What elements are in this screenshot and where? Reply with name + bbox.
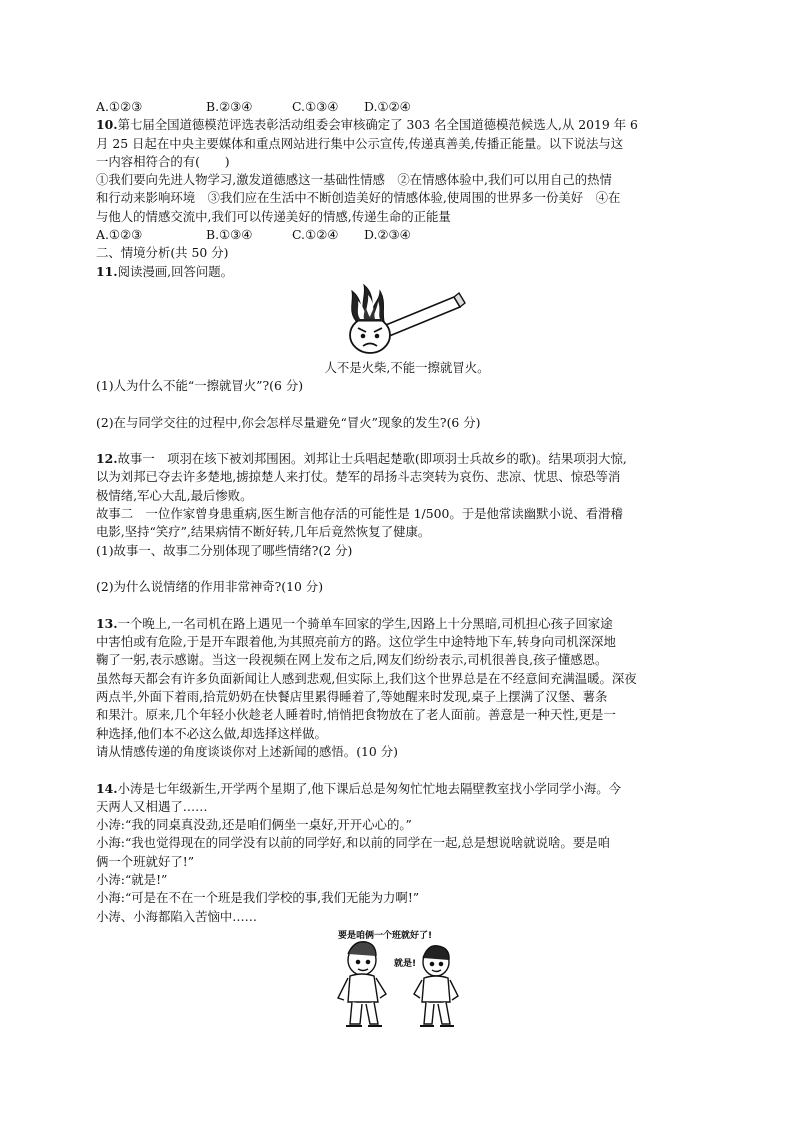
q10-options xyxy=(96,226,702,244)
q14-line-7: 小海:“可是在不在一个班是我们学校的事,我们无能为力啊!” xyxy=(96,890,420,906)
q10-number: 10. xyxy=(96,117,118,133)
answer-space xyxy=(96,395,702,413)
q11-sub-1: (1)人为什么不能“一擦就冒火”?(6 分) xyxy=(96,377,304,393)
q11-cartoon-caption: 人不是火柴,不能一擦就冒火。 xyxy=(324,359,490,375)
q9-option-c: C.①③④ xyxy=(292,99,339,114)
boy-left xyxy=(338,942,386,1026)
match-cartoon xyxy=(96,281,702,359)
q14-line-1: 小涛是七年级新生,开学两个星期了,他下课后总是匆匆忙忙地去隔壁教室找小学同学小海。今 xyxy=(117,780,622,796)
speech-text-1: 要是咱俩一个班就好了! xyxy=(338,930,433,941)
q14-number: 14. xyxy=(96,780,118,796)
section-2-heading: 二、情境分析(共 50 分) xyxy=(96,245,229,261)
q13-line-6: 和果汁。原来,几个年轻小伙趁老人睡着时,悄悄把食物放在了老人面前。善意是一种天性,更是一 xyxy=(96,707,616,723)
q14-line-8: 小涛、小海都陷入苦恼中…… xyxy=(96,908,258,924)
q13-line-4: 虽然每天都会有许多负面新闻让人感到悲观,但实际上,我们这个世界总是在不经意间充满温暖。深夜 xyxy=(96,670,637,686)
q13-line-2: 中害怕或有危险,于是开车跟着他,为其照亮前方的路。这位学生中途特地下车,转身向司机深深地 xyxy=(96,634,616,650)
q10-option-a: A.①②③ xyxy=(96,227,143,243)
question-11 xyxy=(96,263,702,432)
q13-line-3: 鞠了一躬,表示感谢。当这一段视频在网上发布之后,网友们纷纷表示,司机很善良,孩子懂感恩。 xyxy=(96,652,608,668)
q13-line-1: 一个晚上,一名司机在路上遇见一个骑单车回家的学生,因路上十分黑暗,司机担心孩子回家途 xyxy=(117,615,613,631)
q10-line-3: 一内容相符合的有( ) xyxy=(96,153,230,169)
q12-sub-2: (2)为什么说情绪的作用非常神奇?(10 分) xyxy=(96,579,324,595)
q9-option-a: A.①②③ xyxy=(96,99,143,114)
q10-option-d: D.②③④ xyxy=(364,227,411,243)
q10-option-b: B.①③④ xyxy=(206,227,253,243)
answer-space xyxy=(96,761,702,779)
answer-space xyxy=(96,560,702,578)
q14-line-3: 小涛:“我的同桌真没劲,还是咱们俩坐一桌好,开开心心的。” xyxy=(96,817,412,833)
q10-line-5: 和行动来影响环境 ③我们应在生活中不断创造美好的情感体验,使周围的世界多一份美好 ④在 xyxy=(96,190,621,206)
q14-line-6: 小涛:“就是!” xyxy=(96,871,168,887)
q10-line-1: 第七届全国道德模范评选表彰活动组委会审核确定了 303 名全国道德模范候选人,从 2019 年 6 xyxy=(117,117,638,133)
q12-sub-1: (1)故事一、故事二分别体现了哪些情绪?(2 分) xyxy=(96,542,353,558)
boy-right xyxy=(414,946,458,1026)
q12-line-5: 电影,坚持“笑疗”,结果病情不断好转,几年后竟然恢复了健康。 xyxy=(96,524,431,540)
q10-line-2: 月 25 日起在中央主要媒体和重点网站进行集中公示宣传,传递真善美,传播正能量。以下说法与这 xyxy=(96,135,624,151)
q13-line-5: 两点半,外面下着雨,拾荒奶奶在快餐店里累得睡着了,等她醒来时发现,桌子上摆满了汉堡、薯条 xyxy=(96,689,608,705)
answer-space xyxy=(96,597,702,615)
q12-line-3: 极情绪,军心大乱,最后惨败。 xyxy=(96,487,253,503)
q14-line-2: 天两人又相遇了…… xyxy=(96,798,208,814)
speech-text-2: 就是! xyxy=(394,958,417,969)
q9-option-b: B.②③④ xyxy=(206,99,253,114)
match-head-illustration xyxy=(328,283,468,359)
q11-sub-2: (2)在与同学交往的过程中,你会怎样尽量避免“冒火”现象的发生?(6 分) xyxy=(96,414,481,430)
two-boys-illustration xyxy=(332,928,472,1034)
q13-line-8: 请从情感传递的角度谈谈你对上述新闻的感悟。(10 分) xyxy=(96,743,398,759)
two-boys-cartoon xyxy=(96,928,702,1036)
q14-line-5: 俩一个班就好了!” xyxy=(96,853,195,869)
q10-line-6: 与他人的情感交流中,我们可以传递美好的情感,传递生命的正能量 xyxy=(96,208,451,224)
q12-line-2: 以为刘邦已夺去许多楚地,掳掠楚人来打仗。楚军的昂扬斗志突转为哀伤、悲凉、忧思、惊恐等消 xyxy=(96,469,621,485)
q12-line-1: 故事一 项羽在垓下被刘邦围困。刘邦让士兵唱起楚歌(即项羽士兵故乡的歌)。结果项羽大惊, xyxy=(117,451,627,467)
q12-number: 12. xyxy=(96,451,118,467)
question-14 xyxy=(96,780,702,1036)
q12-line-4: 故事二 一位作家曾身患重病,医生断言他存活的可能性是 1/500。于是他常读幽默小说、看滑稽 xyxy=(96,506,623,522)
question-10 xyxy=(96,116,702,244)
q11-number: 11. xyxy=(96,263,118,279)
q9-option-d: D.①②④ xyxy=(364,99,411,114)
q9-options xyxy=(96,98,702,116)
q13-line-7: 种选择,他们本不必这么做,却选择这样做。 xyxy=(96,725,327,741)
question-13 xyxy=(96,615,702,761)
q10-option-c: C.①②④ xyxy=(292,227,339,243)
q11-stem: 阅读漫画,回答问题。 xyxy=(117,263,234,279)
exam-page xyxy=(96,98,702,1036)
q14-line-4: 小海:“我也觉得现在的同学没有以前的同学好,和以前的同学在一起,总是想说啥就说啥。要是咱 xyxy=(96,835,611,851)
question-12 xyxy=(96,450,702,596)
answer-space xyxy=(96,432,702,450)
q13-number: 13. xyxy=(96,615,118,631)
q10-line-4: ①我们要向先进人物学习,激发道德感这一基础性情感 ②在情感体验中,我们可以用自己的热情 xyxy=(96,172,612,188)
